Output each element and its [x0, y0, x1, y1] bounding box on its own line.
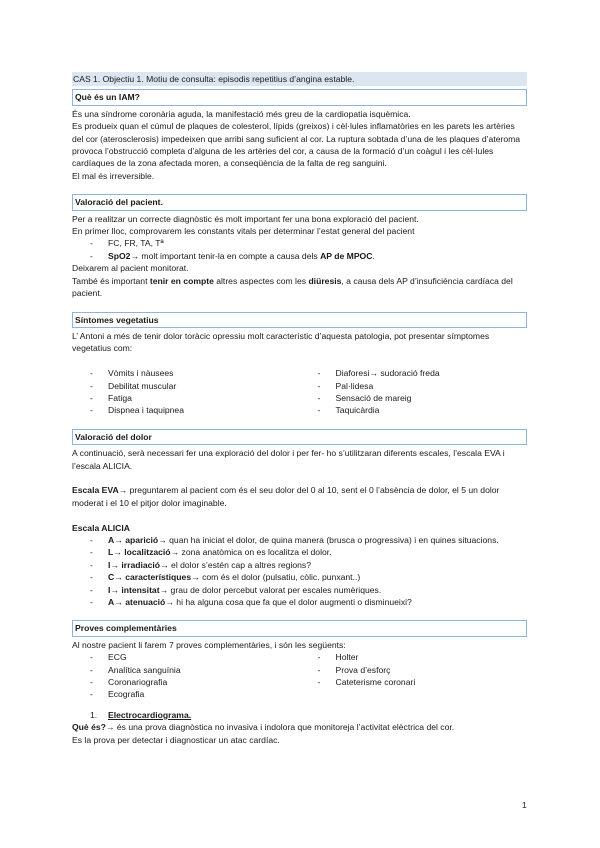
subsection-title-ecg: 1. Electrocardiograma. — [90, 709, 192, 720]
paragraph-eva: Escala EVA→ preguntarem al pacient com és el seu dolor del 0 al 10, sent el 0 l’absència de dolor, el 5 un dolor moderat i el 10 el pitjor dolor imaginable. — [72, 485, 500, 508]
paragraph: És una síndrome coronària aguda, la manifestació més greu de la cardiopatia isquèmica. — [72, 108, 411, 119]
list-item: - ECG — [90, 651, 300, 663]
paragraph: Per a realitzar un correcte diagnòstic és molt important fer una bona exploració del pacient. — [72, 213, 419, 224]
alicia-list — [72, 534, 527, 608]
list-item: - Pal·lidesa — [318, 380, 528, 392]
paragraph: Què és?→ és una prova diagnòstica no invasiva i indolora que monitoreja l’activitat elèctrica del cor. — [72, 722, 455, 733]
tests-columns — [72, 651, 527, 701]
symptoms-columns — [72, 367, 527, 417]
list-item: - I→ irradiació→ el dolor s’estén cap a altres regions? — [90, 559, 527, 571]
list-item: - A→ atenuació→ hi ha alguna cosa que fa que el dolor augmenti o disminueixi? — [90, 596, 527, 608]
paragraph: L’ Antoni a més de tenir dolor toràcic opressiu molt característic d’aquesta patologia, pot presentar símptomes vegetatius com: — [72, 330, 490, 354]
paragraph: El mal és irreversible. — [72, 170, 155, 181]
page-number: 1 — [522, 800, 527, 810]
list-item: - SpO2→ molt important tenir-la en compte a causa dels AP de MPOC. — [90, 250, 527, 262]
section-heading-proves: Proves complementàries — [72, 620, 527, 636]
symptoms-list-left — [72, 367, 300, 417]
list-item: - Analítica sanguínia — [90, 664, 300, 676]
list-item: - I→ intensitat→ grau de dolor percebut valorat per escales numèriques. — [90, 584, 527, 596]
section-heading-iam: Què és un IAM? — [72, 89, 527, 105]
symptoms-list-right — [300, 367, 528, 417]
list-item: - A→ aparició→ quan ha iniciat el dolor, de quina manera (brusca o progressiva) i en quines situacions. — [90, 534, 527, 546]
list-item: - FC, FR, TA, Tª — [90, 237, 527, 249]
list-item: - Vòmits i nàusees — [90, 367, 300, 379]
list-item: - Sensació de mareig — [318, 392, 528, 404]
alicia-label: Escala ALICIA — [72, 522, 130, 533]
paragraph: A continuació, serà necessari fer una exploració del dolor i per fer- ho s’utilitzaran diferents escales, l’escala EVA i l’escala ALICIA. — [72, 448, 505, 471]
list-item: - Prova d’esforç — [318, 664, 528, 676]
paragraph: Deixarem al pacient monitorat. — [72, 263, 189, 274]
list-item: - L→ localització→ zona anatòmica on es localitza el dolor. — [90, 546, 527, 558]
list-item: - Dispnea i taquipnea — [90, 404, 300, 416]
document-page — [72, 72, 527, 746]
list-item: - Ecografia — [90, 688, 300, 700]
list-item: - Fatiga — [90, 392, 300, 404]
list-item: - Diaforesi→ sudoració freda — [318, 367, 528, 379]
section-heading-simptomes: Síntomes vegetatius — [72, 312, 527, 328]
paragraph: Es la prova per detectar i diagnosticar un atac cardíac. — [72, 734, 280, 745]
paragraph: En primer lloc, comprovarem les constants vitals per determinar l’estat general del pacient — [72, 226, 415, 237]
list-item: - C→ característiques→ com és el dolor (pulsatiu, còlic. punxant..) — [90, 571, 527, 583]
section-heading-valoracio-pacient: Valoració del pacient. — [72, 194, 527, 210]
list-item: - Coronariografia — [90, 676, 300, 688]
paragraph: També és important tenir en compte altres aspectes com les diüresis, a causa dels AP d’insuficiència cardíaca del pacient. — [72, 275, 513, 299]
paragraph: Es produeix quan el cúmul de plaques de colesterol, lípids (greixos) i cèl·lules inflamatòries en les parets les artèries del cor (aterosclerosis) impedeixen que arribi sang suficient al cor. La ruptura sobtada d’una de les plaques d’ateroma provoca l’obstrucció completa d’alguna de les artèries del cor, a causa de la formació d’un coàgul i les cèl·lules cardíaques de la zona afectada moren, a conseqüència de la falta de reg sanguini. — [72, 121, 521, 169]
list-item: - Holter — [318, 651, 528, 663]
list-item: - Taquicàrdia — [318, 404, 528, 416]
case-title: CAS 1. Objectiu 1. Motiu de consulta: episodis repetitius d’angina estable. — [72, 72, 527, 86]
tests-list-right — [300, 651, 528, 688]
vital-signs-list — [72, 237, 527, 262]
paragraph: Al nostre pacient li farem 7 proves complementàries, i són les següents: — [72, 639, 346, 650]
list-item: - Debilitat muscular — [90, 380, 300, 392]
section-heading-dolor: Valoració del dolor — [72, 429, 527, 445]
list-item: - Cateterisme coronari — [318, 676, 528, 688]
tests-list-left — [72, 651, 300, 701]
